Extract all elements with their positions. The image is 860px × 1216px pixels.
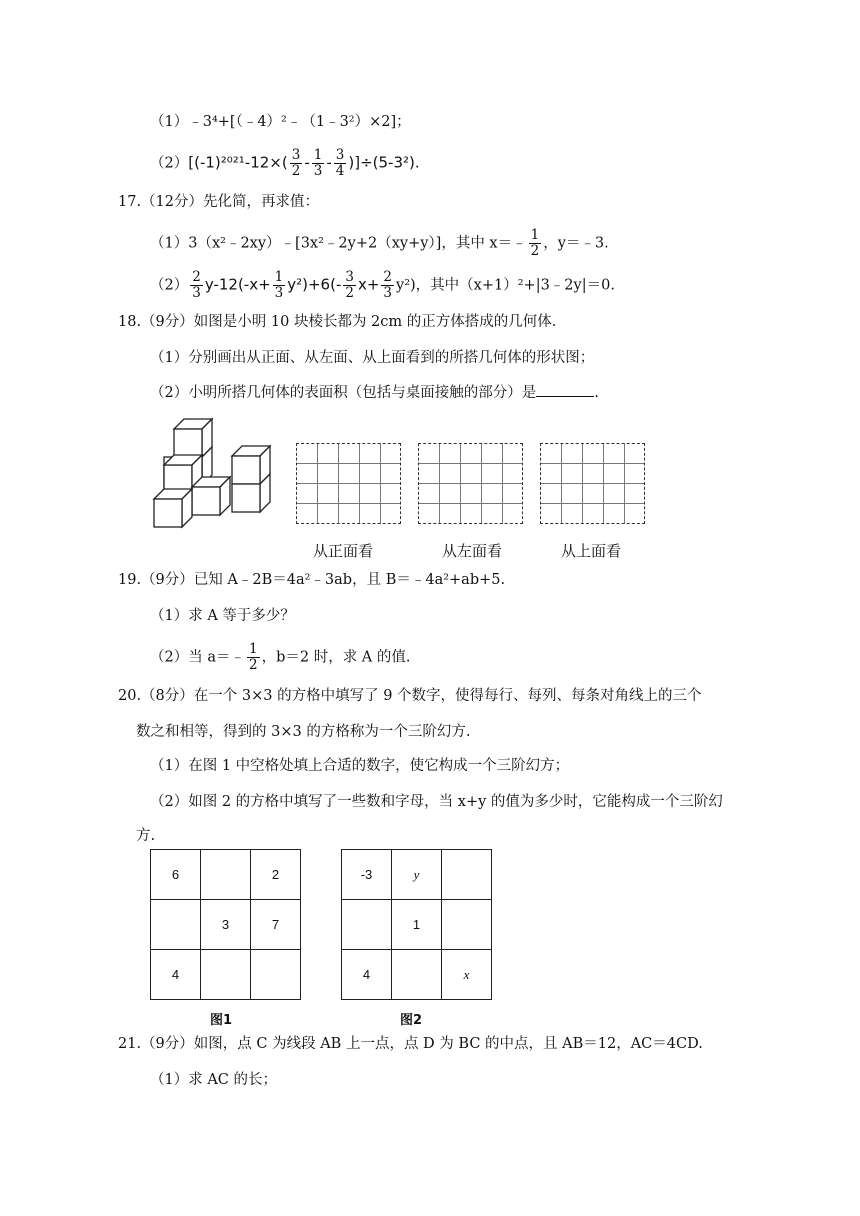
fraction: $\frac{2}{3}$ (192, 269, 201, 301)
fraction: $\frac{3}{2}$ (291, 147, 301, 179)
p16-sub2: （2）[(-1)²⁰²¹-12×( $\frac{3}{2}$ - $\frac{1}{3}$ - $\frac{3}{4}$ )]÷(5-3²). (150, 147, 420, 179)
fraction: $\frac{1}{3}$ (313, 147, 323, 179)
cell (442, 900, 492, 950)
top-view-grid[interactable] (540, 443, 645, 524)
p18-sub2: （2）小明所搭几何体的表面积（包括与桌面接触的部分）是 . (150, 385, 599, 401)
left-view-grid[interactable] (418, 443, 523, 524)
fraction: $\frac{1}{3}$ (274, 269, 284, 301)
fraction: $\frac{3}{2}$ (345, 269, 354, 301)
p17-sub2: （2） $\frac{2}{3}$ y-12(-x+ $\frac{1}{3}$ y²)+6(- $\frac{3}{2}$ x+ $\frac{2}{3}$ y²)，其中（x+1）²+|3﹣2y|＝0. (150, 269, 615, 301)
p18-sub1: （1）分别画出从正面、从左面、从上面看到的所搭几何体的形状图； (150, 350, 595, 366)
p21-heading: 21.（9分）如图，点 C 为线段 AB 上一点，点 D 为 BC 的中点，且 AB＝12，AC＝4CD. (118, 1036, 703, 1052)
p21-sub1: （1）求 AC 的长； (150, 1072, 278, 1088)
front-view-label: 从正面看 (313, 542, 374, 560)
p17-sub1: （1）3（x²﹣2xy）﹣[3x²﹣2y+2（xy+y）]，其中 x＝﹣ $\frac{1}{2}$ ，y＝﹣3. (150, 227, 609, 259)
front-view-grid[interactable] (296, 443, 401, 524)
p18-heading: 18.（9分）如图是小明 10 块棱长都为 2cm 的正方体搭成的几何体. (118, 314, 557, 330)
cell: 3 (201, 900, 251, 950)
p20-heading-cont: 数之和相等，得到的 3×3 的方格称为一个三阶幻方. (136, 724, 471, 740)
fig2-label: 图2 (400, 1013, 423, 1028)
fraction: $\frac{2}{3}$ (383, 269, 393, 301)
p16-sub1: （1）﹣3⁴+[（﹣4）²﹣（1﹣3²）×2]； (150, 114, 411, 130)
left-view-label: 从左面看 (442, 542, 503, 560)
cell (251, 950, 301, 1000)
p20-heading: 20.（8分）在一个 3×3 的方格中填写了 9 个数字，使得每行、每列、每条对角线上的三个 (118, 688, 702, 704)
cell (151, 900, 201, 950)
cell: 1 (392, 900, 442, 950)
fraction: $\frac{3}{4}$ (335, 147, 345, 179)
p17-heading: 17.（12分）先化简，再求值： (118, 194, 320, 210)
cell (392, 950, 442, 1000)
cell (342, 900, 392, 950)
cell: -3 (342, 850, 392, 900)
cell (201, 850, 251, 900)
p20-sub2: （2）如图 2 的方格中填写了一些数和字母，当 x+y 的值为多少时，它能构成一个三阶幻 (150, 794, 723, 810)
cube-solid-figure (150, 415, 275, 535)
fraction: $\frac{1}{2}$ (248, 641, 258, 673)
cell: 4 (342, 950, 392, 1000)
cell: 2 (251, 850, 301, 900)
p20-sub2-cont: 方. (136, 828, 156, 844)
cell: x (442, 950, 492, 1000)
cell: 4 (151, 950, 201, 1000)
p20-sub1: （1）在图 1 中空格处填上合适的数字，使它构成一个三阶幻方； (150, 758, 570, 774)
p19-heading: 19.（9分）已知 A﹣2B＝4a²﹣3ab，且 B＝﹣4a²+ab+5. (118, 572, 506, 588)
p19-sub2: （2）当 a＝﹣ $\frac{1}{2}$ ，b＝2 时，求 A 的值. (150, 641, 411, 673)
cell: 6 (151, 850, 201, 900)
cell (201, 950, 251, 1000)
cell (442, 850, 492, 900)
cell: y (392, 850, 442, 900)
magic-square-fig1 (150, 849, 301, 1000)
cell: 7 (251, 900, 301, 950)
p19-sub1: （1）求 A 等于多少？ (150, 608, 295, 624)
fraction: $\frac{1}{2}$ (530, 227, 540, 259)
magic-square-fig2 (341, 849, 492, 1000)
fig1-label: 图1 (210, 1013, 233, 1028)
answer-blank (536, 383, 594, 397)
top-view-label: 从上面看 (561, 542, 622, 560)
